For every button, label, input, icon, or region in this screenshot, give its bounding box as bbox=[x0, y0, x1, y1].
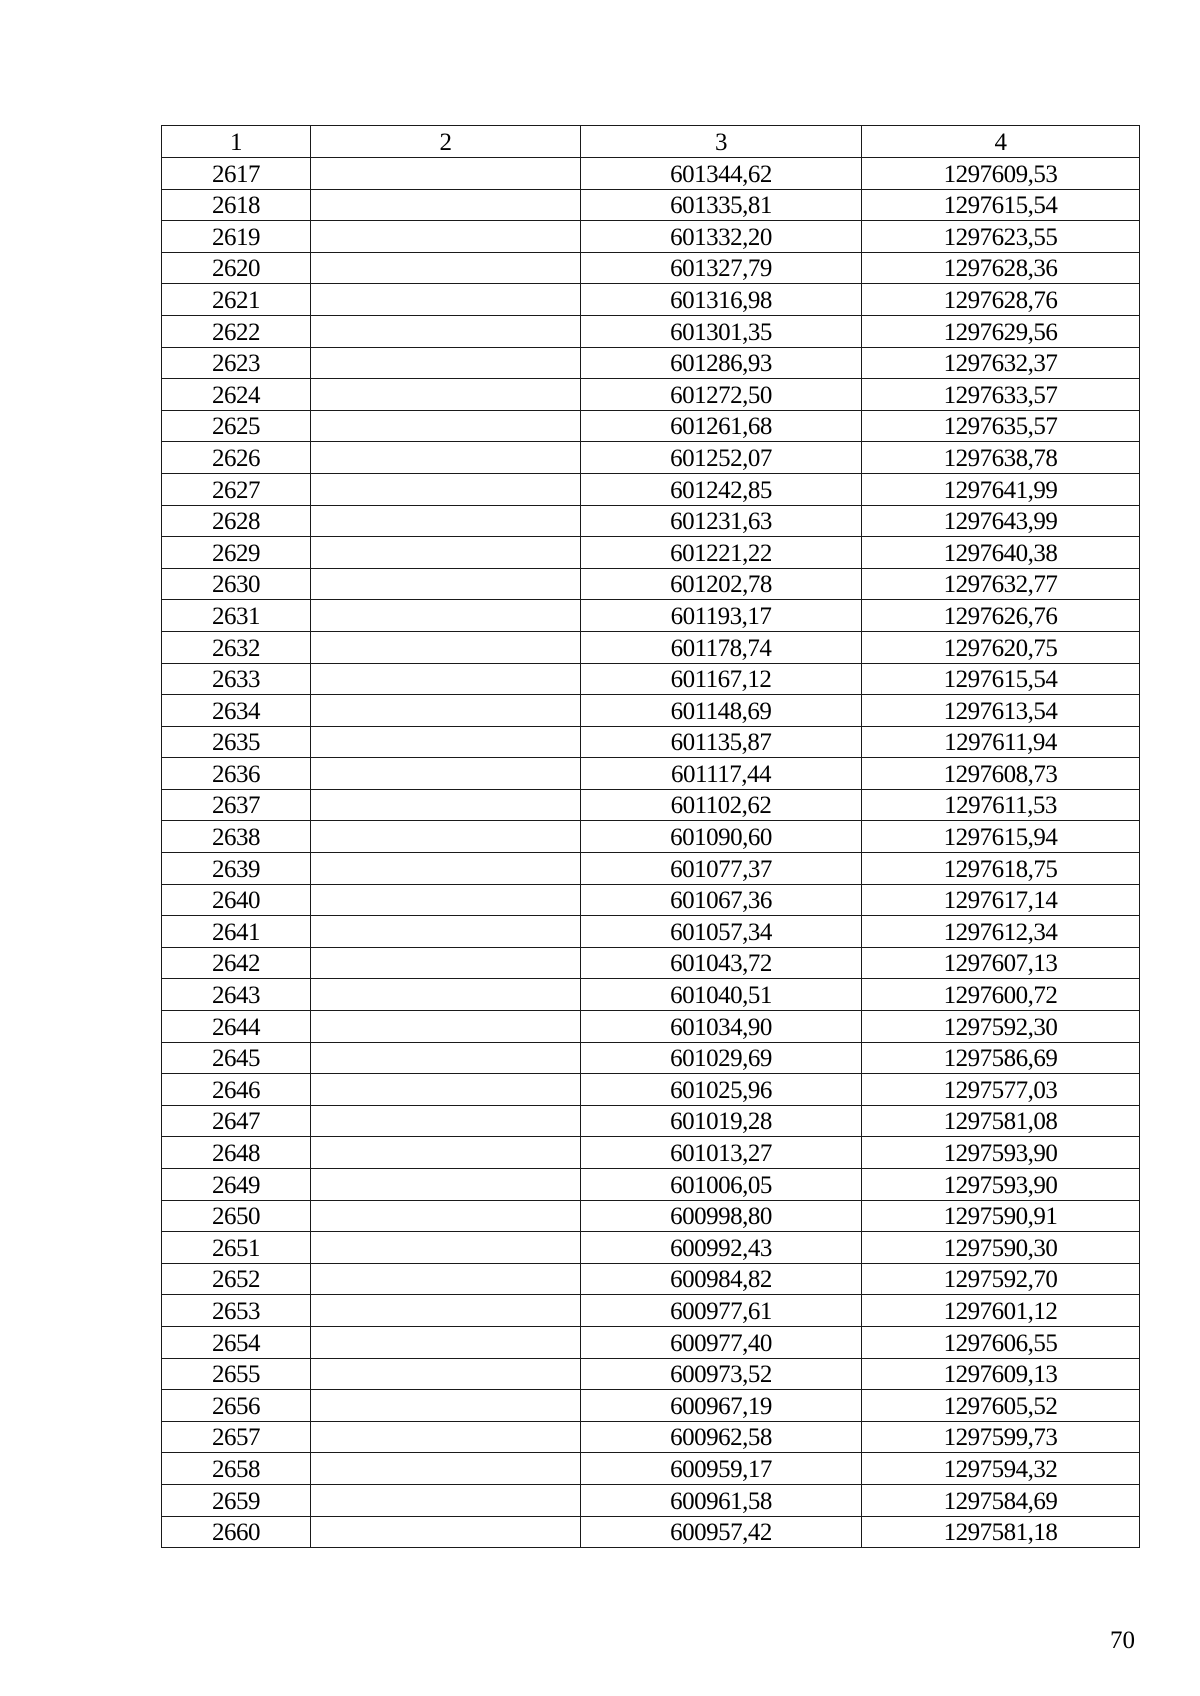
y-coordinate-cell: 1297635,57 bbox=[862, 410, 1140, 442]
empty-cell bbox=[311, 1484, 581, 1516]
empty-cell bbox=[311, 1390, 581, 1422]
empty-cell bbox=[311, 1011, 581, 1043]
x-coordinate-cell: 601167,12 bbox=[581, 663, 862, 695]
empty-cell bbox=[311, 1453, 581, 1485]
table-row bbox=[162, 410, 1140, 442]
x-coordinate-cell: 600967,19 bbox=[581, 1390, 862, 1422]
table-row bbox=[162, 473, 1140, 505]
empty-cell bbox=[311, 410, 581, 442]
point-number-cell: 2650 bbox=[162, 1200, 311, 1232]
empty-cell bbox=[311, 758, 581, 790]
column-header: 3 bbox=[581, 126, 862, 158]
y-coordinate-cell: 1297584,69 bbox=[862, 1484, 1140, 1516]
table-row bbox=[162, 537, 1140, 569]
point-number-cell: 2658 bbox=[162, 1453, 311, 1485]
y-coordinate-cell: 1297609,53 bbox=[862, 158, 1140, 190]
table-row bbox=[162, 1516, 1140, 1548]
y-coordinate-cell: 1297608,73 bbox=[862, 758, 1140, 790]
x-coordinate-cell: 600957,42 bbox=[581, 1516, 862, 1548]
x-coordinate-cell: 601242,85 bbox=[581, 473, 862, 505]
empty-cell bbox=[311, 252, 581, 284]
point-number-cell: 2627 bbox=[162, 473, 311, 505]
table-row bbox=[162, 1453, 1140, 1485]
point-number-cell: 2640 bbox=[162, 884, 311, 916]
y-coordinate-cell: 1297601,12 bbox=[862, 1295, 1140, 1327]
x-coordinate-cell: 601252,07 bbox=[581, 442, 862, 474]
point-number-cell: 2636 bbox=[162, 758, 311, 790]
column-header: 2 bbox=[311, 126, 581, 158]
empty-cell bbox=[311, 947, 581, 979]
point-number-cell: 2644 bbox=[162, 1011, 311, 1043]
point-number-cell: 2635 bbox=[162, 726, 311, 758]
x-coordinate-cell: 601090,60 bbox=[581, 821, 862, 853]
x-coordinate-cell: 600961,58 bbox=[581, 1484, 862, 1516]
table-row bbox=[162, 379, 1140, 411]
x-coordinate-cell: 601286,93 bbox=[581, 347, 862, 379]
point-number-cell: 2641 bbox=[162, 916, 311, 948]
x-coordinate-cell: 600984,82 bbox=[581, 1263, 862, 1295]
table-row bbox=[162, 1042, 1140, 1074]
table-row bbox=[162, 884, 1140, 916]
table-row bbox=[162, 821, 1140, 853]
x-coordinate-cell: 601261,68 bbox=[581, 410, 862, 442]
x-coordinate-cell: 601335,81 bbox=[581, 189, 862, 221]
x-coordinate-cell: 601057,34 bbox=[581, 916, 862, 948]
x-coordinate-cell: 601025,96 bbox=[581, 1074, 862, 1106]
empty-cell bbox=[311, 505, 581, 537]
point-number-cell: 2642 bbox=[162, 947, 311, 979]
x-coordinate-cell: 601077,37 bbox=[581, 853, 862, 885]
x-coordinate-cell: 601117,44 bbox=[581, 758, 862, 790]
empty-cell bbox=[311, 537, 581, 569]
y-coordinate-cell: 1297626,76 bbox=[862, 600, 1140, 632]
point-number-cell: 2637 bbox=[162, 789, 311, 821]
table-row bbox=[162, 442, 1140, 474]
table-row bbox=[162, 1232, 1140, 1264]
empty-cell bbox=[311, 695, 581, 727]
empty-cell bbox=[311, 379, 581, 411]
x-coordinate-cell: 601178,74 bbox=[581, 631, 862, 663]
empty-cell bbox=[311, 1358, 581, 1390]
x-coordinate-cell: 601034,90 bbox=[581, 1011, 862, 1043]
empty-cell bbox=[311, 189, 581, 221]
point-number-cell: 2628 bbox=[162, 505, 311, 537]
point-number-cell: 2631 bbox=[162, 600, 311, 632]
empty-cell bbox=[311, 1169, 581, 1201]
point-number-cell: 2618 bbox=[162, 189, 311, 221]
x-coordinate-cell: 601272,50 bbox=[581, 379, 862, 411]
y-coordinate-cell: 1297643,99 bbox=[862, 505, 1140, 537]
point-number-cell: 2617 bbox=[162, 158, 311, 190]
empty-cell bbox=[311, 284, 581, 316]
empty-cell bbox=[311, 1200, 581, 1232]
point-number-cell: 2651 bbox=[162, 1232, 311, 1264]
y-coordinate-cell: 1297611,53 bbox=[862, 789, 1140, 821]
x-coordinate-cell: 601327,79 bbox=[581, 252, 862, 284]
y-coordinate-cell: 1297590,91 bbox=[862, 1200, 1140, 1232]
y-coordinate-cell: 1297623,55 bbox=[862, 221, 1140, 253]
point-number-cell: 2632 bbox=[162, 631, 311, 663]
empty-cell bbox=[311, 979, 581, 1011]
y-coordinate-cell: 1297592,30 bbox=[862, 1011, 1140, 1043]
table-row bbox=[162, 189, 1140, 221]
table-row bbox=[162, 347, 1140, 379]
table-row bbox=[162, 1169, 1140, 1201]
x-coordinate-cell: 600992,43 bbox=[581, 1232, 862, 1264]
table-row bbox=[162, 726, 1140, 758]
point-number-cell: 2656 bbox=[162, 1390, 311, 1422]
x-coordinate-cell: 601067,36 bbox=[581, 884, 862, 916]
point-number-cell: 2647 bbox=[162, 1105, 311, 1137]
x-coordinate-cell: 601013,27 bbox=[581, 1137, 862, 1169]
empty-cell bbox=[311, 663, 581, 695]
empty-cell bbox=[311, 789, 581, 821]
table-row bbox=[162, 1263, 1140, 1295]
y-coordinate-cell: 1297581,08 bbox=[862, 1105, 1140, 1137]
point-number-cell: 2653 bbox=[162, 1295, 311, 1327]
table-row bbox=[162, 853, 1140, 885]
y-coordinate-cell: 1297605,52 bbox=[862, 1390, 1140, 1422]
empty-cell bbox=[311, 568, 581, 600]
point-number-cell: 2649 bbox=[162, 1169, 311, 1201]
empty-cell bbox=[311, 726, 581, 758]
x-coordinate-cell: 601221,22 bbox=[581, 537, 862, 569]
point-number-cell: 2629 bbox=[162, 537, 311, 569]
x-coordinate-cell: 600973,52 bbox=[581, 1358, 862, 1390]
point-number-cell: 2623 bbox=[162, 347, 311, 379]
table-row bbox=[162, 1011, 1140, 1043]
empty-cell bbox=[311, 158, 581, 190]
table-row bbox=[162, 1484, 1140, 1516]
x-coordinate-cell: 600998,80 bbox=[581, 1200, 862, 1232]
empty-cell bbox=[311, 1105, 581, 1137]
x-coordinate-cell: 600962,58 bbox=[581, 1421, 862, 1453]
empty-cell bbox=[311, 347, 581, 379]
table-row bbox=[162, 758, 1140, 790]
table-row bbox=[162, 158, 1140, 190]
point-number-cell: 2633 bbox=[162, 663, 311, 695]
empty-cell bbox=[311, 821, 581, 853]
empty-cell bbox=[311, 1421, 581, 1453]
y-coordinate-cell: 1297592,70 bbox=[862, 1263, 1140, 1295]
y-coordinate-cell: 1297641,99 bbox=[862, 473, 1140, 505]
point-number-cell: 2638 bbox=[162, 821, 311, 853]
table-row bbox=[162, 1295, 1140, 1327]
x-coordinate-cell: 600977,40 bbox=[581, 1326, 862, 1358]
y-coordinate-cell: 1297628,76 bbox=[862, 284, 1140, 316]
point-number-cell: 2646 bbox=[162, 1074, 311, 1106]
table-row bbox=[162, 1358, 1140, 1390]
point-number-cell: 2619 bbox=[162, 221, 311, 253]
empty-cell bbox=[311, 600, 581, 632]
y-coordinate-cell: 1297615,94 bbox=[862, 821, 1140, 853]
point-number-cell: 2639 bbox=[162, 853, 311, 885]
point-number-cell: 2655 bbox=[162, 1358, 311, 1390]
y-coordinate-cell: 1297613,54 bbox=[862, 695, 1140, 727]
table-row bbox=[162, 979, 1140, 1011]
y-coordinate-cell: 1297632,77 bbox=[862, 568, 1140, 600]
table-row bbox=[162, 600, 1140, 632]
y-coordinate-cell: 1297618,75 bbox=[862, 853, 1140, 885]
y-coordinate-cell: 1297594,32 bbox=[862, 1453, 1140, 1485]
y-coordinate-cell: 1297593,90 bbox=[862, 1169, 1140, 1201]
point-number-cell: 2648 bbox=[162, 1137, 311, 1169]
point-number-cell: 2630 bbox=[162, 568, 311, 600]
empty-cell bbox=[311, 1137, 581, 1169]
table-row bbox=[162, 505, 1140, 537]
y-coordinate-cell: 1297638,78 bbox=[862, 442, 1140, 474]
y-coordinate-cell: 1297640,38 bbox=[862, 537, 1140, 569]
table-row bbox=[162, 1326, 1140, 1358]
empty-cell bbox=[311, 1295, 581, 1327]
empty-cell bbox=[311, 1074, 581, 1106]
empty-cell bbox=[311, 1232, 581, 1264]
point-number-cell: 2625 bbox=[162, 410, 311, 442]
table-row bbox=[162, 916, 1140, 948]
empty-cell bbox=[311, 631, 581, 663]
empty-cell bbox=[311, 315, 581, 347]
point-number-cell: 2659 bbox=[162, 1484, 311, 1516]
y-coordinate-cell: 1297632,37 bbox=[862, 347, 1140, 379]
table-row bbox=[162, 284, 1140, 316]
table-row bbox=[162, 631, 1140, 663]
y-coordinate-cell: 1297607,13 bbox=[862, 947, 1140, 979]
x-coordinate-cell: 601043,72 bbox=[581, 947, 862, 979]
y-coordinate-cell: 1297581,18 bbox=[862, 1516, 1140, 1548]
empty-cell bbox=[311, 1326, 581, 1358]
point-number-cell: 2657 bbox=[162, 1421, 311, 1453]
y-coordinate-cell: 1297609,13 bbox=[862, 1358, 1140, 1390]
table-row bbox=[162, 789, 1140, 821]
empty-cell bbox=[311, 442, 581, 474]
table-row bbox=[162, 1390, 1140, 1422]
x-coordinate-cell: 601193,17 bbox=[581, 600, 862, 632]
column-header: 1 bbox=[162, 126, 311, 158]
y-coordinate-cell: 1297586,69 bbox=[862, 1042, 1140, 1074]
x-coordinate-cell: 601135,87 bbox=[581, 726, 862, 758]
empty-cell bbox=[311, 853, 581, 885]
y-coordinate-cell: 1297629,56 bbox=[862, 315, 1140, 347]
page-number: 70 bbox=[1110, 1627, 1135, 1654]
point-number-cell: 2660 bbox=[162, 1516, 311, 1548]
table-row bbox=[162, 1074, 1140, 1106]
y-coordinate-cell: 1297615,54 bbox=[862, 663, 1140, 695]
table-header-row bbox=[162, 126, 1140, 158]
x-coordinate-cell: 601231,63 bbox=[581, 505, 862, 537]
y-coordinate-cell: 1297628,36 bbox=[862, 252, 1140, 284]
x-coordinate-cell: 601029,69 bbox=[581, 1042, 862, 1074]
table-row bbox=[162, 1105, 1140, 1137]
table-row bbox=[162, 1421, 1140, 1453]
y-coordinate-cell: 1297600,72 bbox=[862, 979, 1140, 1011]
column-header: 4 bbox=[862, 126, 1140, 158]
empty-cell bbox=[311, 1516, 581, 1548]
table-row bbox=[162, 221, 1140, 253]
x-coordinate-cell: 601006,05 bbox=[581, 1169, 862, 1201]
empty-cell bbox=[311, 1042, 581, 1074]
y-coordinate-cell: 1297611,94 bbox=[862, 726, 1140, 758]
point-number-cell: 2620 bbox=[162, 252, 311, 284]
point-number-cell: 2652 bbox=[162, 1263, 311, 1295]
y-coordinate-cell: 1297599,73 bbox=[862, 1421, 1140, 1453]
point-number-cell: 2645 bbox=[162, 1042, 311, 1074]
table-row bbox=[162, 947, 1140, 979]
y-coordinate-cell: 1297606,55 bbox=[862, 1326, 1140, 1358]
coordinates-table bbox=[161, 125, 1140, 1548]
x-coordinate-cell: 601148,69 bbox=[581, 695, 862, 727]
x-coordinate-cell: 601102,62 bbox=[581, 789, 862, 821]
empty-cell bbox=[311, 916, 581, 948]
y-coordinate-cell: 1297615,54 bbox=[862, 189, 1140, 221]
empty-cell bbox=[311, 221, 581, 253]
y-coordinate-cell: 1297593,90 bbox=[862, 1137, 1140, 1169]
x-coordinate-cell: 601332,20 bbox=[581, 221, 862, 253]
y-coordinate-cell: 1297617,14 bbox=[862, 884, 1140, 916]
x-coordinate-cell: 601202,78 bbox=[581, 568, 862, 600]
y-coordinate-cell: 1297620,75 bbox=[862, 631, 1140, 663]
x-coordinate-cell: 601316,98 bbox=[581, 284, 862, 316]
y-coordinate-cell: 1297590,30 bbox=[862, 1232, 1140, 1264]
point-number-cell: 2626 bbox=[162, 442, 311, 474]
table-row bbox=[162, 1137, 1140, 1169]
table-row bbox=[162, 315, 1140, 347]
x-coordinate-cell: 601040,51 bbox=[581, 979, 862, 1011]
point-number-cell: 2624 bbox=[162, 379, 311, 411]
table-row bbox=[162, 663, 1140, 695]
x-coordinate-cell: 601301,35 bbox=[581, 315, 862, 347]
x-coordinate-cell: 601344,62 bbox=[581, 158, 862, 190]
table-row bbox=[162, 1200, 1140, 1232]
y-coordinate-cell: 1297633,57 bbox=[862, 379, 1140, 411]
y-coordinate-cell: 1297612,34 bbox=[862, 916, 1140, 948]
x-coordinate-cell: 601019,28 bbox=[581, 1105, 862, 1137]
table-body bbox=[162, 158, 1140, 1548]
point-number-cell: 2622 bbox=[162, 315, 311, 347]
point-number-cell: 2621 bbox=[162, 284, 311, 316]
table-row bbox=[162, 695, 1140, 727]
table-row bbox=[162, 252, 1140, 284]
x-coordinate-cell: 600959,17 bbox=[581, 1453, 862, 1485]
point-number-cell: 2654 bbox=[162, 1326, 311, 1358]
point-number-cell: 2634 bbox=[162, 695, 311, 727]
y-coordinate-cell: 1297577,03 bbox=[862, 1074, 1140, 1106]
table-row bbox=[162, 568, 1140, 600]
empty-cell bbox=[311, 884, 581, 916]
x-coordinate-cell: 600977,61 bbox=[581, 1295, 862, 1327]
point-number-cell: 2643 bbox=[162, 979, 311, 1011]
empty-cell bbox=[311, 473, 581, 505]
empty-cell bbox=[311, 1263, 581, 1295]
